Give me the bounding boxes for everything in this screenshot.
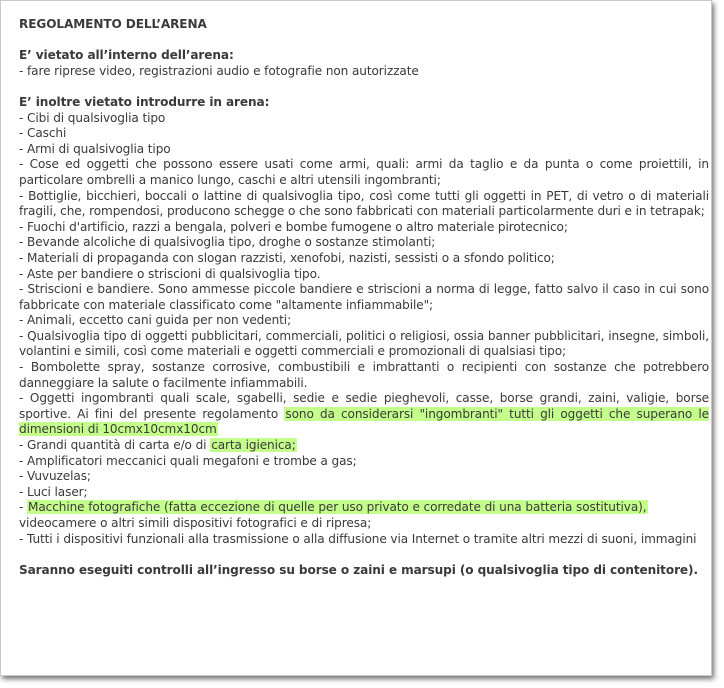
highlighted-text: Macchine fotografiche (fatta eccezione di quelle per uso privato e corredate di una batteria sostitutiva), bbox=[28, 500, 647, 515]
list-item: - Animali, eccetto cani guida per non vedenti; bbox=[19, 313, 292, 328]
footer-note: Saranno eseguiti controlli all’ingresso su borse o zaini e marsupi (o qualsivoglia tipo di contenitore). bbox=[19, 562, 698, 577]
list-item-cameras bbox=[19, 500, 709, 531]
list-item-text: - Grandi quantità di carta e/o di bbox=[19, 438, 207, 453]
list-item: - fare riprese video, registrazioni audio e fotografie non autorizzate bbox=[19, 63, 419, 78]
list-item-paper bbox=[19, 438, 709, 454]
list-item-dash: - bbox=[19, 500, 24, 515]
spacer bbox=[19, 547, 709, 563]
spacer bbox=[19, 79, 709, 95]
list-item: - Amplificatori meccanici quali megafoni e trombe a gas; bbox=[19, 453, 357, 468]
list-item: - Aste per bandiere o striscioni di qualsivoglia tipo. bbox=[19, 266, 321, 281]
list-item: - Tutti i dispositivi funzionali alla trasmissione o alla diffusione via Internet o tramite altri mezzi di suoni, immagini bbox=[19, 531, 697, 546]
spacer bbox=[19, 33, 709, 49]
list-item-bulky-objects bbox=[19, 391, 709, 438]
list-item-text: videocamere o altri simili dispositivi fotografici e di ripresa; bbox=[19, 516, 372, 530]
document-title: REGOLAMENTO DELL’ARENA bbox=[19, 17, 207, 31]
list-item: - Vuvuzelas; bbox=[19, 469, 91, 484]
list-item: - Qualsivoglia tipo di oggetti pubblicitari, commerciali, politici o religiosi, ossia banner pubblicitari, insegne, simboli, volantini e simili, così come materiali e oggetti commerciali e promozionali di qualsiasi tipo; bbox=[19, 328, 709, 359]
list-item: - Cose ed oggetti che possono essere usati come armi, quali: armi da taglio e da punta o come proiettili, in particolare ombrelli a manico lungo, caschi e altri utensili ingombranti; bbox=[19, 157, 709, 187]
list-item: - Armi di qualsivoglia tipo bbox=[19, 141, 171, 156]
list-item: - Caschi bbox=[19, 126, 67, 141]
regulation-text bbox=[19, 17, 709, 578]
list-item: - Cibi di qualsivoglia tipo bbox=[19, 110, 166, 125]
highlighted-text: carta igienica; bbox=[211, 438, 296, 453]
list-item: - Bombolette spray, sostanze corrosive, combustibili e imbrattanti o recipienti con sostanze che potrebbero danneggiare la salute o facilmente infiammabili. bbox=[19, 360, 709, 390]
list-item: - Fuochi d'artificio, razzi a bengala, polveri e bombe fumogene o altro materiale pirotecnico; bbox=[19, 219, 568, 234]
section-heading-prohibited: E’ vietato all’interno dell’arena: bbox=[19, 48, 234, 63]
list-item: - Striscioni e bandiere. Sono ammesse piccole bandiere e striscioni a norma di legge, fatto salvo il caso in cui sono fabbricate con materiale classificato come "altamente infiammabile"; bbox=[19, 282, 709, 312]
section-heading-forbidden-items: E’ inoltre vietato introdurre in arena: bbox=[19, 94, 270, 109]
highlighted-text: sono da considerarsi "ingombranti" tutti gli oggetti che superano le dimensioni di 10cmx10cmx10cm bbox=[19, 406, 709, 437]
list-item: - Bottiglie, bicchieri, boccali o lattine di qualsivoglia tipo, così come tutti gli oggetti in PET, di vetro o di materiali fragili, che, rompendosi, producono schegge o che sono fabbricati con materiali particolarmente duri e in tetrapak; bbox=[19, 188, 709, 219]
list-item: - Materiali di propaganda con slogan razzisti, xenofobi, nazisti, sessisti o a sfondo politico; bbox=[19, 250, 555, 265]
list-item-text: - Oggetti ingombranti quali scale, sgabelli, sedie e sedie pieghevoli, casse, borse grandi, zaini, valigie, borse sportive. Ai fini del presente regolamento bbox=[19, 391, 709, 421]
list-item: - Luci laser; bbox=[19, 484, 88, 499]
list-item: - Bevande alcoliche di qualsivoglia tipo, droghe o sostanze stimolanti; bbox=[19, 235, 436, 250]
